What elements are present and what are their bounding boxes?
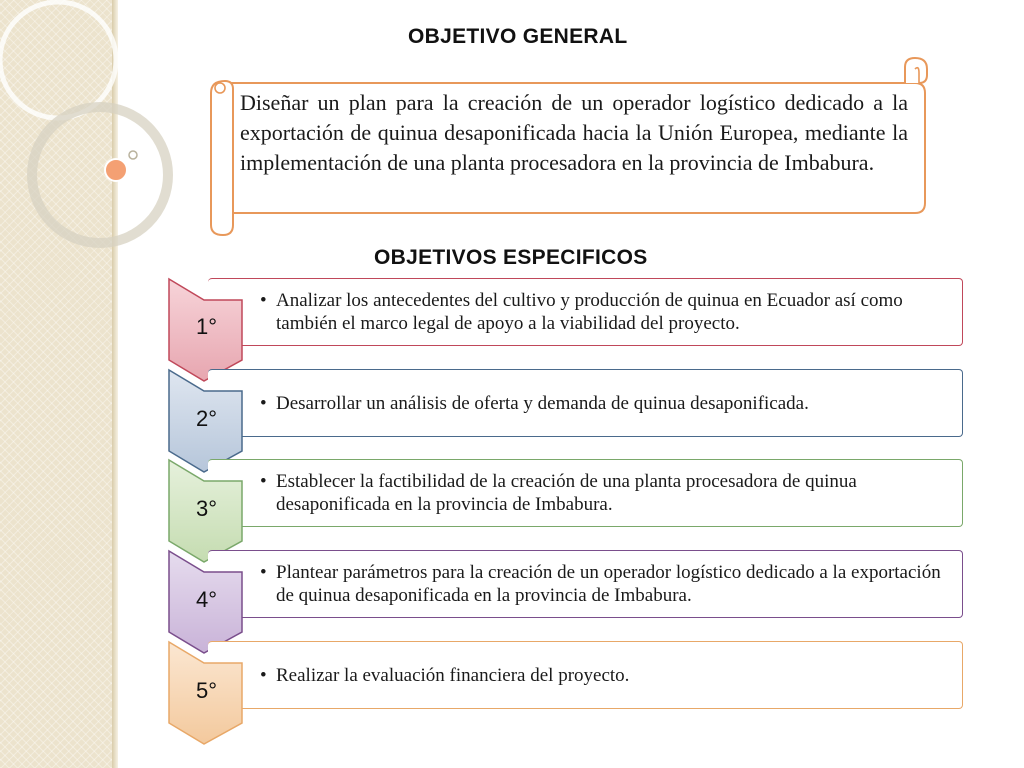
objetivo-especifico-row — [168, 369, 963, 473]
objetivo-especifico-label: Realizar la evaluación financiera del proyecto. — [276, 665, 630, 686]
objetivo-especifico-label: Desarrollar un análisis de oferta y demanda de quinua desaponificada. — [276, 393, 809, 414]
bullet-marker: • — [260, 290, 267, 311]
bullet-marker: • — [260, 665, 267, 686]
objetivo-especifico-row — [168, 550, 963, 654]
bullet-marker: • — [260, 562, 267, 583]
objetivo-number: 3° — [196, 496, 218, 521]
objetivo-number: 4° — [196, 587, 218, 612]
objetivo-especifico-row — [168, 278, 963, 382]
objetivo-general-heading: OBJETIVO GENERAL — [408, 25, 628, 48]
objetivo-especifico-text — [260, 561, 949, 607]
objetivo-number: 5° — [196, 678, 218, 703]
objetivo-general-text: Diseñar un plan para la creación de un operador logístico dedicado a la exportación de quinua desaponificada hacia la Unión Europea, mediante la implementación de una planta procesadora en la provincia de Imbabura. — [240, 90, 908, 175]
objetivo-especifico-label: Analizar los antecedentes del cultivo y producción de quinua en Ecuador así como también el marco legal de apoyo a la viabilidad del proyecto. — [276, 290, 903, 334]
objetivo-especifico-label: Establecer la factibilidad de la creación de una planta procesadora de quinua desaponificada en la provincia de Imbabura. — [276, 471, 857, 515]
bullet-marker: • — [260, 471, 267, 492]
objetivo-especifico-row — [168, 641, 963, 745]
objetivo-especifico-label: Plantear parámetros para la creación de un operador logístico dedicado a la exportación de quinua desaponificada en la provincia de Imbabura. — [276, 562, 941, 606]
objetivo-especifico-text — [260, 289, 949, 335]
objetivo-number: 2° — [196, 406, 218, 431]
objetivo-especifico-text — [260, 392, 949, 415]
objetivo-especifico-text — [260, 664, 949, 687]
objetivo-number: 1° — [196, 314, 218, 339]
bullet-marker: • — [260, 393, 267, 414]
objetivo-especifico-text — [260, 470, 949, 516]
objetivos-especificos-heading: OBJETIVOS ESPECIFICOS — [374, 246, 648, 269]
decorative-circles — [0, 0, 160, 260]
objetivo-especifico-row — [168, 459, 963, 563]
